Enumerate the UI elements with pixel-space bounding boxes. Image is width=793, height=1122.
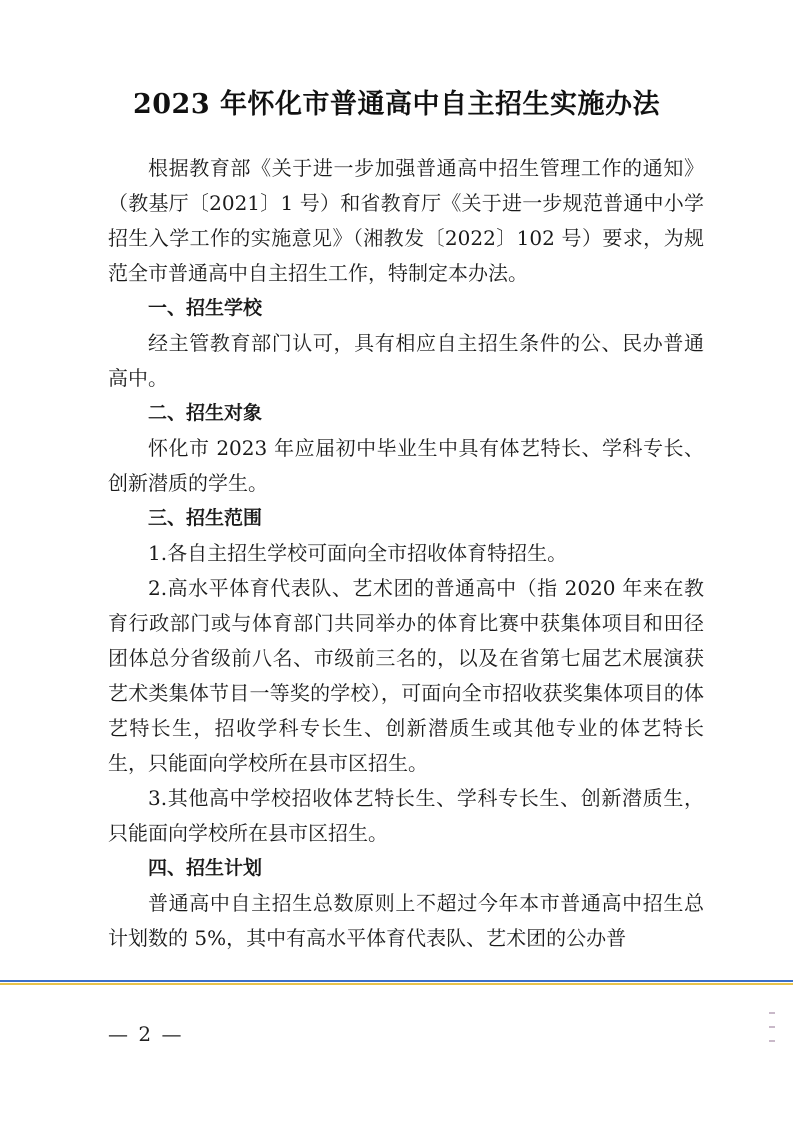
document-title: 2023 年怀化市普通高中自主招生实施办法 xyxy=(132,89,661,120)
edge-mark xyxy=(769,1012,775,1014)
schools-paragraph: 经主管教育部门认可，具有相应自主招生条件的公、民办普通高中。 xyxy=(108,331,704,390)
edge-mark xyxy=(769,1026,775,1028)
footer-divider xyxy=(0,980,793,986)
scope-item-2: 2.高水平体育代表队、艺术团的普通高中（指 2020 年来在教育行政部门或与体育部门共同举办的体育比赛中获集体项目和田径团体总分省级前八名、市级前三名的，以及在省第七届艺术展演获艺术类集体节目一等奖的学校），可面向全市招收获奖集体项目的体艺特长生，招收学科专长生、创新潜质生或其他专业的体艺特长生，只能面向学校所在县市区招生。 xyxy=(108,576,704,775)
divider-yellow-line xyxy=(0,983,793,985)
section-heading-schools: 一、招生学校 xyxy=(148,297,263,319)
document-body xyxy=(108,151,704,956)
divider-blue-line xyxy=(0,980,793,982)
page-number: — 2 — xyxy=(108,1022,184,1046)
edge-mark xyxy=(769,1040,775,1042)
section-heading-plan: 四、招生计划 xyxy=(148,857,263,879)
targets-paragraph: 怀化市 2023 年应届初中毕业生中具有体艺特长、学科专长、创新潜质的学生。 xyxy=(108,436,704,495)
plan-paragraph: 普通高中自主招生总数原则上不超过今年本市普通高中招生总计划数的 5%，其中有高水平体育代表队、艺术团的公办普 xyxy=(108,891,704,950)
scope-item-3: 3.其他高中学校招收体艺特长生、学科专长生、创新潜质生，只能面向学校所在县市区招生。 xyxy=(108,786,704,845)
scope-item-1: 1.各自主招生学校可面向全市招收体育特招生。 xyxy=(148,541,568,565)
section-heading-targets: 二、招生对象 xyxy=(148,402,263,424)
section-heading-scope: 三、招生范围 xyxy=(148,507,263,529)
intro-paragraph: 根据教育部《关于进一步加强普通高中招生管理工作的通知》（教基厅〔2021〕1 号）和省教育厅《关于进一步规范普通中小学招生入学工作的实施意见》（湘教发〔2022〕102 号）要求，为规范全市普通高中自主招生工作，特制定本办法。 xyxy=(108,156,704,285)
